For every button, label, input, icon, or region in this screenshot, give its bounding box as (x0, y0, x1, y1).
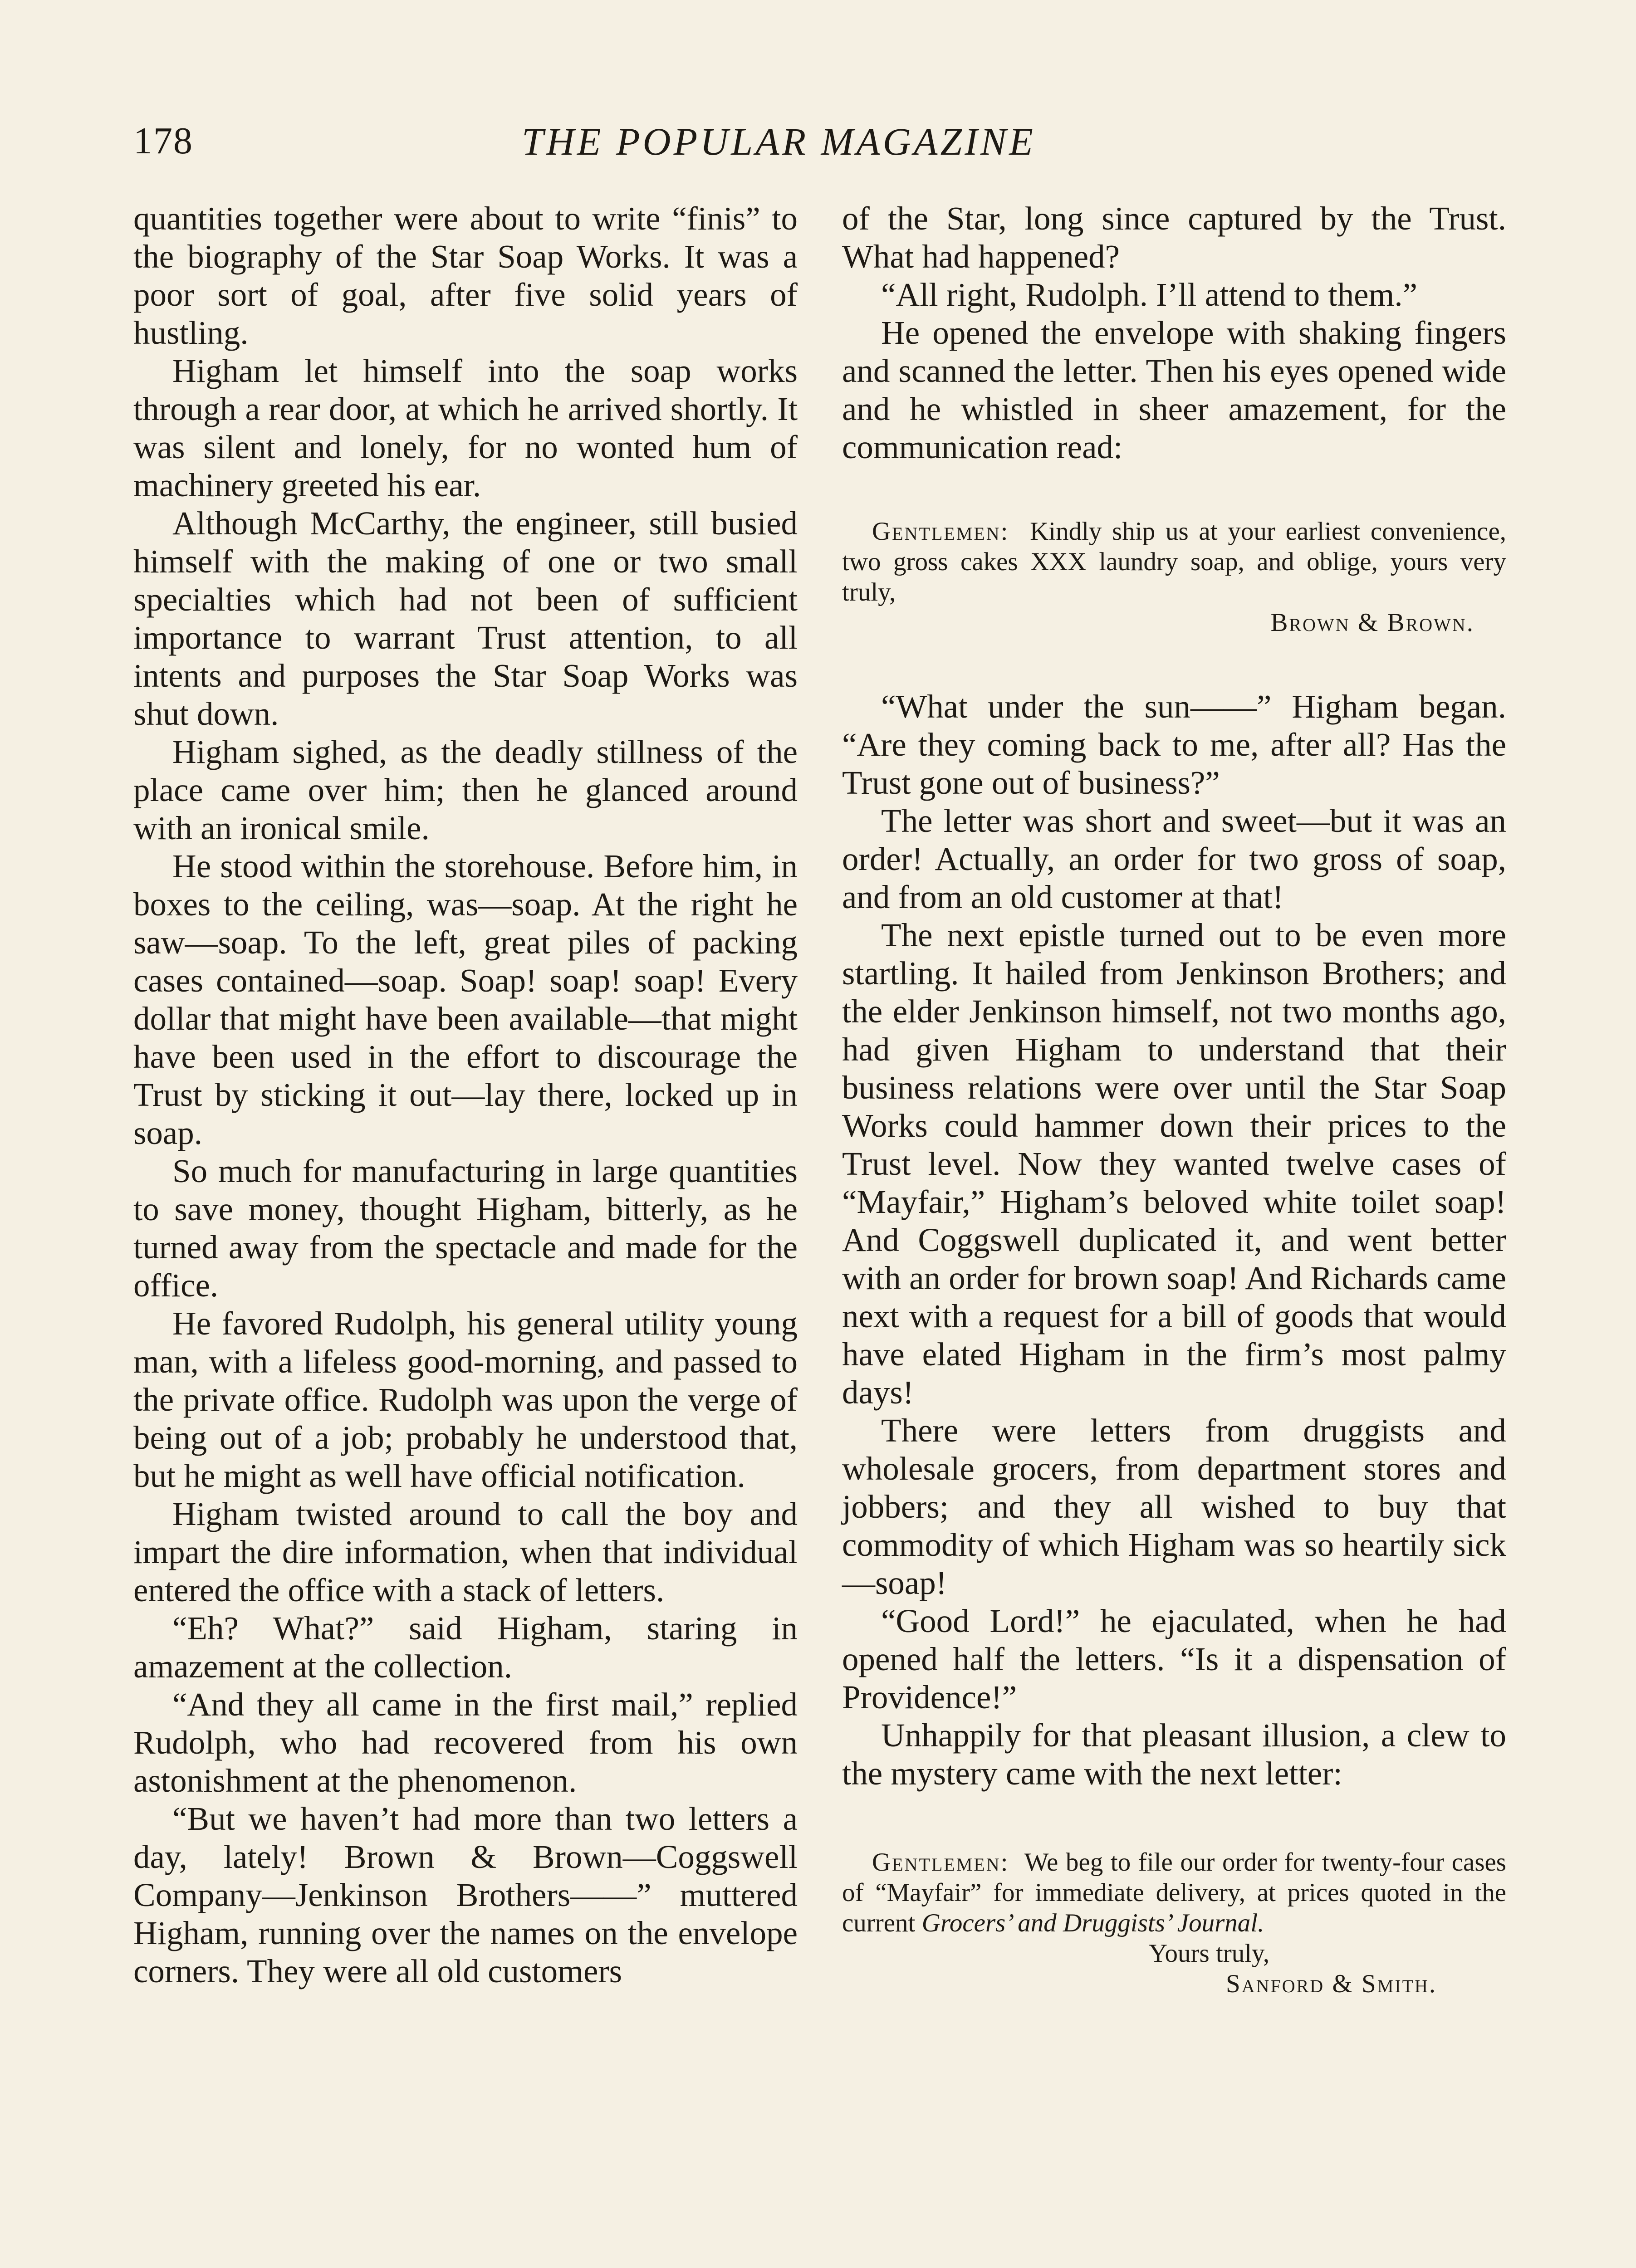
paragraph: The letter was short and sweet—but it was an order! Actually, an order for two gross of soap, and from an old customer at that! (842, 802, 1506, 915)
letter-text: Kindly ship us at your earliest convenience, two gross cakes XXX laundry soap, and oblige, yours very truly, (842, 517, 1506, 606)
paragraph: The next epistle turned out to be even more startling. It hailed from Jenkinson Brothers; and the elder Jenkinson himself, not two months ago, had given Higham to understand that their business relations were over until the Star Soap Works could hammer down their prices to the Trust level. Now they wanted twelve cases of “Mayfair,” Higham’s beloved white toilet soap! And Coggswell duplicated it, and went better with an order for brown soap! And Richards came next with a request for a bill of goods that would have elated Higham in the firm’s most palmy days! (842, 917, 1506, 1411)
paragraph: He favored Rudolph, his general utility young man, with a lifeless good-morning, and passed to the private office. Rudolph was upon the verge of being out of a job; probably he understood that, but he might as well have official notification. (133, 1305, 798, 1494)
quoted-letter-brown (842, 516, 1506, 638)
paragraph: He stood within the storehouse. Before him, in boxes to the ceiling, was—soap. At the right he saw—soap. To the left, great piles of packing cases contained—soap. Soap! soap! soap! Every dollar that might have been available—that might have been used in the effort to discourage the Trust by sticking it out—lay there, locked up in soap. (133, 848, 798, 1151)
paragraph: So much for manufacturing in large quantities to save money, thought Higham, bitterly, as he turned away from the spectacle and made for the office. (133, 1153, 798, 1304)
paragraph: “And they all came in the first mail,” replied Rudolph, who had recovered from his own astonishment at the phenomenon. (133, 1686, 798, 1799)
letter-closing: Yours truly, (1149, 1939, 1270, 1968)
paragraph: Higham sighed, as the deadly stillness of the place came over him; then he glanced around with an ironical smile. (133, 733, 798, 846)
running-title: THE POPULAR MAGAZINE (522, 120, 1036, 163)
letter-text: We beg to file our order for twenty-four cases of “Mayfair” for immediate delivery, at prices quoted in the current (842, 1848, 1506, 1937)
paragraph: “Eh? What?” said Higham, staring in amazement at the collection. (133, 1610, 798, 1685)
letter-signature: Sanford & Smith. (1226, 1970, 1437, 1998)
letter-body (842, 1847, 1506, 1938)
paragraph: “But we haven’t had more than two letters a day, lately! Brown & Brown—Coggswell Company—Jenkinson Brothers——” muttered Higham, running over the names on the envelope corners. They were all old customers (133, 1800, 798, 1989)
right-column (842, 200, 1506, 1999)
paragraph: Unhappily for that pleasant illusion, a clew to the mystery came with the next letter: (842, 1717, 1506, 1792)
paragraph: of the Star, long since captured by the Trust. What had happened? (842, 200, 1506, 275)
journal-title: Grocers’ and Druggists’ Journal. (921, 1909, 1264, 1937)
paragraph: Higham let himself into the soap works through a rear door, at which he arrived shortly. It was silent and lonely, for no wonted hum of machinery greeted his ear. (133, 352, 798, 503)
paragraph: “Good Lord!” he ejaculated, when he had opened half the letters. “Is it a dispensation of Providence!” (842, 1603, 1506, 1716)
paragraph: Higham twisted around to call the boy and impart the dire information, when that individual entered the office with a stack of letters. (133, 1496, 798, 1608)
letter-salutation: Gentlemen: (872, 1848, 1009, 1877)
paragraph: There were letters from druggists and wholesale grocers, from department stores and jobbers; and they all wished to buy that commodity of which Higham was so heartily sick—soap! (842, 1412, 1506, 1601)
letter-salutation: Gentlemen: (872, 517, 1009, 546)
paragraph: quantities together were about to write “finis” to the biography of the Star Soap Works. It was a poor sort of goal, after five solid years of hustling. (133, 200, 798, 351)
left-column (133, 200, 798, 1990)
quoted-letter-sanford (842, 1847, 1506, 1999)
paragraph: “All right, Rudolph. I’ll attend to them.” (881, 276, 1417, 313)
page-number: 178 (133, 120, 193, 162)
paragraph: Although McCarthy, the engineer, still busied himself with the making of one or two small specialties which had not been of sufficient importance to warrant Trust attention, to all intents and purposes the Star Soap Works was shut down. (133, 505, 798, 732)
letter-body (842, 516, 1506, 607)
paragraph: “What under the sun——” Higham began. “Are they coming back to me, after all? Has the Trust gone out of business?” (842, 688, 1506, 801)
paragraph: He opened the envelope with shaking fingers and scanned the letter. Then his eyes opened wide and he whistled in sheer amazement, for the communication read: (842, 314, 1506, 465)
letter-signature: Brown & Brown. (1270, 608, 1474, 637)
